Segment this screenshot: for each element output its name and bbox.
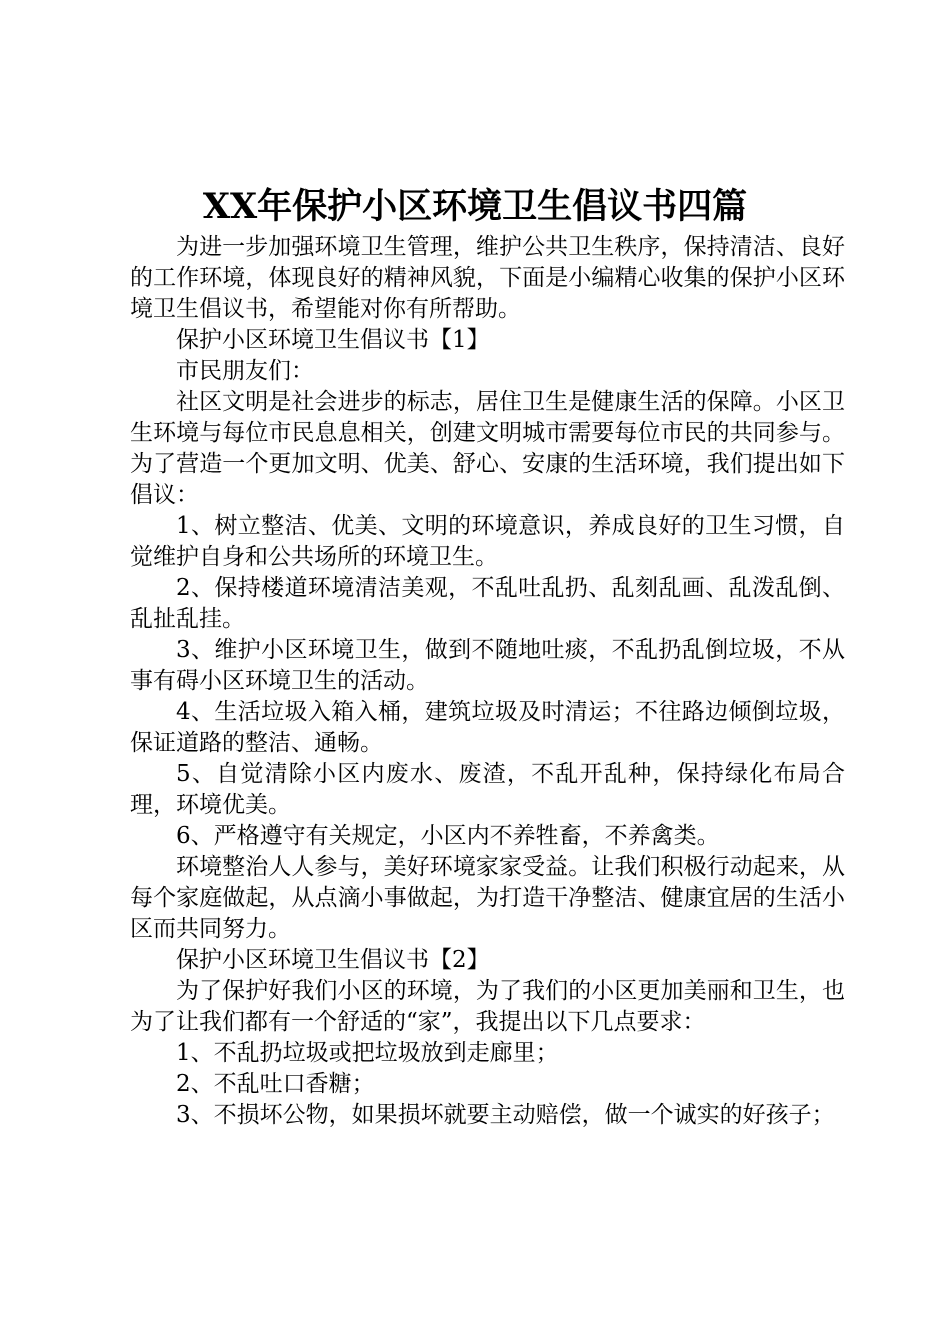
list-item: 5、自觉清除小区内废水、废渣，不乱开乱种，保持绿化布局合理，环境优美。 [130, 761, 845, 818]
body-paragraph: 社区文明是社会进步的标志，居住卫生是健康生活的保障。小区卫生环境与每位市民息息相关，创建文明城市需要每位市民的共同参与。为了营造一个更加文明、优美、舒心、安康的生活环境，我们提出如下倡议： [130, 389, 845, 508]
document-body [130, 232, 845, 1131]
list-item: 6、严格遵守有关规定，小区内不养牲畜，不养禽类。 [176, 823, 720, 849]
list-item: 1、树立整洁、优美、文明的环境意识，养成良好的卫生习惯，自觉维护自身和公共场所的环境卫生。 [130, 513, 845, 570]
list-item: 1、不乱扔垃圾或把垃圾放到走廊里； [176, 1040, 559, 1066]
list-item: 3、维护小区环境卫生，做到不随地吐痰，不乱扔乱倒垃圾，不从事有碍小区环境卫生的活动。 [130, 637, 845, 694]
salutation: 市民朋友们： [176, 358, 314, 384]
document-title: XX年保护小区环境卫生倡议书四篇 [202, 186, 748, 227]
body-paragraph: 环境整治人人参与，美好环境家家受益。让我们积极行动起来，从每个家庭做起，从点滴小事做起，为打造干净整洁、健康宜居的生活小区而共同努力。 [130, 854, 845, 942]
section-heading-1: 保护小区环境卫生倡议书【1】 [176, 327, 490, 353]
list-item: 3、不损坏公物，如果损坏就要主动赔偿，做一个诚实的好孩子； [176, 1102, 835, 1128]
list-item: 4、生活垃圾入箱入桶，建筑垃圾及时清运；不往路边倾倒垃圾，保证道路的整洁、通畅。 [130, 699, 845, 756]
list-item: 2、不乱吐口香糖； [176, 1071, 375, 1097]
intro-paragraph: 为进一步加强环境卫生管理，维护公共卫生秩序，保持清洁、良好的工作环境，体现良好的精神风貌，下面是小编精心收集的保护小区环境卫生倡议书，希望能对你有所帮助。 [130, 234, 845, 322]
body-paragraph: 为了保护好我们小区的环境，为了我们的小区更加美丽和卫生，也为了让我们都有一个舒适的“家”，我提出以下几点要求： [130, 978, 845, 1035]
section-heading-2: 保护小区环境卫生倡议书【2】 [176, 947, 490, 973]
list-item: 2、保持楼道环境清洁美观，不乱吐乱扔、乱刻乱画、乱泼乱倒、乱扯乱挂。 [130, 575, 845, 632]
